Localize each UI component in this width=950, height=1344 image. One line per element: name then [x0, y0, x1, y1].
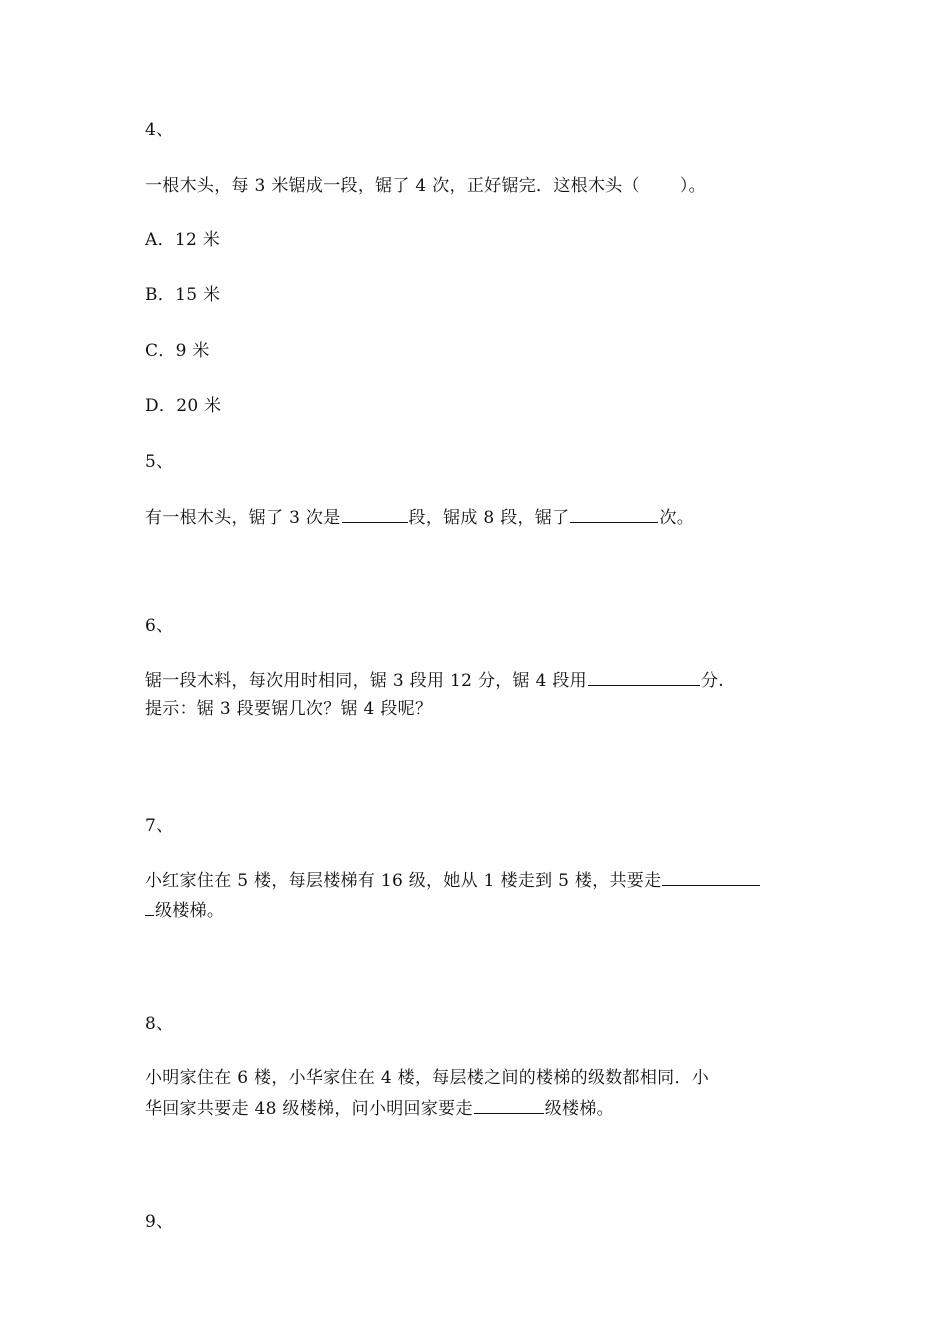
question-6-stem [145, 668, 724, 693]
question-7-part1: 小红家住在 5 楼，每层楼梯有 16 级，她从 1 楼走到 5 楼，共要走 [145, 871, 662, 891]
answer-blank-1 [342, 505, 408, 523]
question-6-number: 6、 [145, 616, 174, 636]
answer-blank-continued [145, 898, 154, 916]
question-5-part3: 次。 [659, 508, 695, 528]
question-5-stem [145, 505, 694, 530]
answer-blank [474, 1096, 544, 1114]
option-a: A．12 米 [145, 230, 221, 250]
question-4-stem-after: ）。 [679, 176, 706, 196]
question-7-number: 7、 [145, 816, 174, 836]
question-7-stem-continued [145, 898, 224, 923]
option-d: D．20 米 [145, 396, 222, 416]
question-8-part1: 华回家共要走 48 级楼梯，问小明回家要走 [145, 1099, 473, 1119]
answer-blank [662, 868, 760, 886]
question-7-stem [145, 868, 761, 893]
question-9-number: 9、 [145, 1212, 174, 1232]
question-6-part2: 分. [701, 671, 725, 691]
question-8-line2 [145, 1096, 614, 1121]
option-b: B．15 米 [145, 285, 221, 305]
question-8-number: 8、 [145, 1014, 174, 1034]
question-6-part1: 锯一段木料，每次用时相同，锯 3 段用 12 分，锯 4 段用 [145, 671, 587, 691]
question-4-stem [145, 174, 706, 198]
question-8-part2: 级楼梯。 [544, 1099, 614, 1119]
answer-blank-2 [570, 505, 658, 523]
option-c: C．9 米 [145, 341, 210, 361]
question-4-stem-before: 一根木头，每 3 米锯成一段，锯了 4 次，正好锯完．这根木头（ [145, 176, 640, 196]
question-5-part2: 段，锯成 8 段，锯了 [408, 508, 570, 528]
question-7-part2: 级楼梯。 [155, 901, 225, 921]
question-6-hint: 提示：锯 3 段要锯几次？锯 4 段呢？ [145, 699, 433, 719]
question-8-line1: 小明家住在 6 楼，小华家住在 4 楼，每层楼之间的楼梯的级数都相同．小 [145, 1068, 710, 1088]
question-5-part1: 有一根木头，锯了 3 次是 [145, 508, 341, 528]
question-4-number: 4、 [145, 120, 174, 140]
answer-blank [588, 668, 700, 686]
question-5-number: 5、 [145, 452, 174, 472]
